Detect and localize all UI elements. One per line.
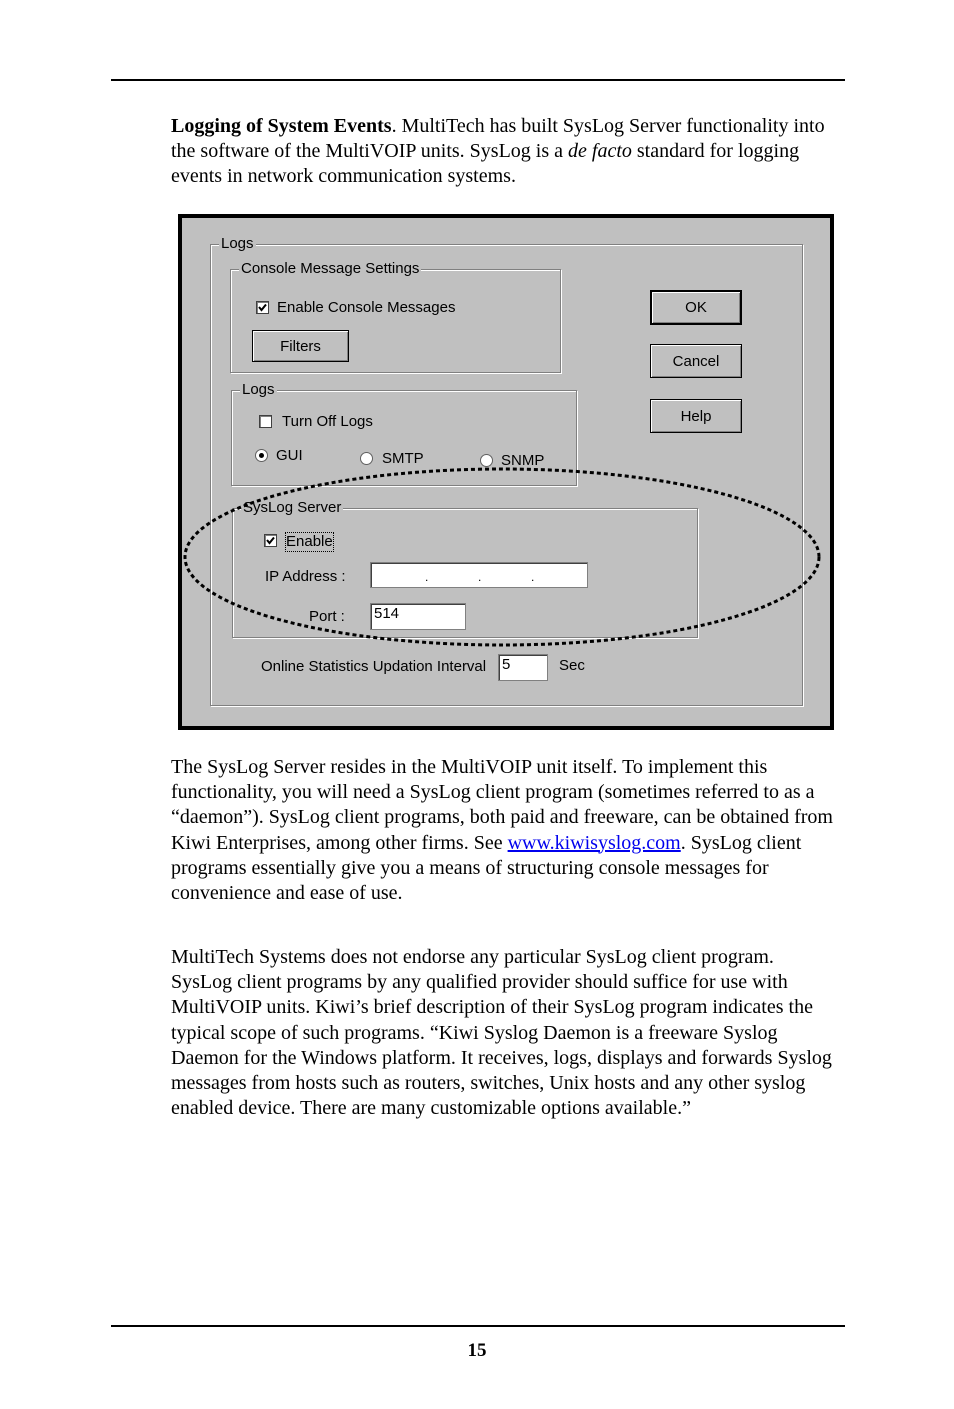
enable-console-label: Enable Console Messages (277, 299, 456, 316)
radio-gui-label: GUI (276, 447, 303, 464)
header-rule (111, 79, 845, 81)
page-number: 15 (467, 1340, 487, 1361)
interval-label: Online Statistics Updation Interval (261, 658, 487, 675)
ip-separator: . (531, 570, 535, 584)
logs-dialog-screenshot (178, 214, 834, 730)
turn-off-logs-label: Turn Off Logs (282, 413, 373, 430)
check-icon (265, 535, 276, 546)
port-input[interactable]: 514 (370, 603, 466, 630)
console-group-label: Console Message Settings (241, 260, 420, 277)
ip-address-input[interactable] (370, 562, 588, 588)
ok-button[interactable]: OK (650, 290, 742, 325)
radio-snmp-label: SNMP (501, 452, 545, 469)
radio-gui[interactable] (255, 449, 268, 462)
enable-console-checkbox[interactable] (256, 301, 269, 314)
logs-inner-group (231, 381, 577, 486)
syslog-group-label: SysLog Server (243, 499, 342, 516)
body-paragraph-2: MultiTech Systems does not endorse any particular SysLog client program. SysLog client programs by any qualified provider should suffice for use with MultiVOIP units. Kiwi’s brief description of their SysLog program indicates the typical scope of such programs. “Kiwi Syslog Daemon is a freeware Syslog Daemon for the Windows platform. It receives, logs, displays and forwards Syslog messages from hosts such as routers, switches, Unix hosts and any other syslog enabled device. There are many customizable options available.” (171, 946, 832, 1120)
port-label: Port : (309, 608, 345, 625)
intro-text-a: . MultiTech has built SysLog Server functionality into the software of the MultiVOIP units. SysLog is a (171, 115, 825, 163)
p1-text-a: The SysLog Server resides in the MultiVOIP unit itself. To implement this functionality, you will need a SysLog client program (sometimes referred to as a “daemon”). SysLog client programs, both paid and freeware, can be obtained from Kiwi Enterprises, among other firms. See (171, 756, 833, 854)
radio-snmp[interactable] (480, 454, 493, 467)
kiwisyslog-link[interactable]: www.kiwisyslog.com (507, 831, 681, 854)
intro-heading: Logging of System Events (171, 115, 392, 137)
check-icon (257, 302, 268, 313)
syslog-enable-label: Enable (286, 533, 333, 550)
intro-italic: de facto (568, 140, 632, 163)
inner-logs-label: Logs (242, 381, 275, 398)
intro-paragraph (171, 114, 839, 190)
body-paragraph-1 (171, 755, 839, 906)
interval-input[interactable]: 5 (498, 654, 548, 681)
p1-text-b: . SysLog client programs essentially give you a means of structuring console messages for convenience and ease of use. (171, 831, 802, 905)
ip-separator: . (478, 570, 482, 584)
radio-smtp-label: SMTP (382, 450, 424, 467)
ip-separator: . (425, 570, 429, 584)
ip-address-label: IP Address : (265, 568, 346, 585)
syslog-enable-checkbox[interactable] (264, 534, 277, 547)
radio-smtp[interactable] (360, 452, 373, 465)
intro-text-b: standard for logging events in network communication systems. (171, 140, 800, 188)
footer-rule (111, 1325, 845, 1327)
turn-off-logs-checkbox[interactable] (259, 415, 272, 428)
radio-selected-dot (259, 453, 264, 458)
interval-unit: Sec (559, 657, 585, 674)
help-button[interactable]: Help (650, 399, 742, 433)
filters-button[interactable]: Filters (252, 330, 349, 362)
cancel-button[interactable]: Cancel (650, 344, 742, 378)
logs-group-label: Logs (221, 235, 254, 252)
